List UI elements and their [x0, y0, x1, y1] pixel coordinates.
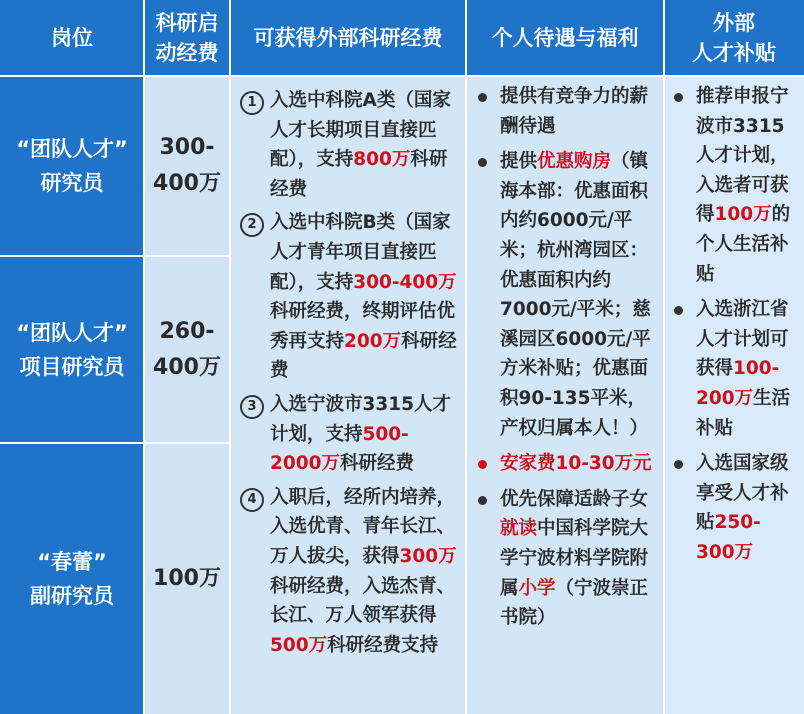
body-text: 科研经费，入选杰青、长江、万人领军获得 [270, 575, 456, 627]
startup-fund-value: 260- [159, 318, 215, 344]
body-text: 提供 [500, 151, 538, 173]
benefit-text [500, 485, 656, 633]
highlight-text: 安家费10-30万元 [500, 453, 652, 475]
position-label: “团队人才” [16, 320, 128, 345]
external-fund-item [240, 86, 458, 204]
row-divider [0, 442, 230, 444]
benefit-item [478, 485, 656, 633]
startup-fund-value: 400万 [153, 171, 221, 196]
benefit-item [478, 449, 656, 479]
subsidy-cell [664, 76, 804, 714]
external-fund-text [270, 483, 458, 661]
bullet-icon [674, 306, 683, 315]
header-startup-fund-line1: 科研启 [155, 11, 219, 35]
subsidy-text [696, 295, 798, 443]
circled-number-icon: 2 [240, 213, 264, 237]
startup-fund-cell-1 [144, 76, 230, 256]
body-text: 推荐申报宁波市3315人才计划，入选者可获得 [696, 86, 789, 226]
column-divider [663, 0, 665, 714]
highlight-text: 就读 [500, 518, 538, 540]
body-text: 科研经费支持 [327, 634, 439, 656]
column-divider [143, 0, 145, 714]
highlight-text: 200万 [344, 330, 402, 352]
bullet-icon [478, 158, 487, 167]
body-text: 科研经费 [340, 453, 415, 475]
header-startup-fund [144, 0, 230, 76]
body-text: （宁波崇正书院） [500, 577, 649, 629]
external-funds-cell [230, 76, 466, 714]
startup-fund-value: 400万 [153, 354, 221, 380]
body-text: 的个人生活补贴 [696, 204, 791, 285]
benefit-item [478, 82, 656, 141]
body-text: 提供有竞争力的薪酬待遇 [500, 86, 649, 137]
bullet-icon [674, 93, 683, 102]
external-fund-text [270, 208, 458, 386]
circled-number-icon: 4 [240, 488, 264, 512]
startup-fund-value: 100万 [153, 565, 221, 591]
highlight-text: 300-400万 [353, 271, 457, 293]
position-cell-2 [0, 256, 144, 443]
benefit-text [500, 449, 656, 479]
body-text: 入职后，经所内培养，入选优青、青年长江、万人拔尖，获得 [270, 486, 456, 567]
position-cell-3 [0, 443, 144, 714]
body-text: 入选国家级享受人才补贴 [696, 453, 789, 534]
body-text: 入选宁波市3315人才计划，支持 [270, 393, 451, 445]
bullet-icon [478, 460, 487, 469]
position-label: 项目研究员 [19, 354, 125, 379]
subsidy-text [696, 449, 798, 567]
body-text: 入选浙江省人才计划可获得 [696, 299, 789, 380]
highlight-text: 100万 [714, 204, 772, 226]
startup-fund-value: 300- [159, 135, 215, 160]
highlight-text: 100-200万 [696, 358, 780, 409]
external-fund-text [270, 390, 458, 479]
body-text: 中国科学院大学宁波材料学院附属 [500, 518, 649, 599]
bullet-icon [478, 93, 487, 102]
benefit-text [500, 82, 656, 141]
highlight-text: 优惠购房 [537, 151, 612, 173]
body-text: 优先保障适龄子女 [500, 488, 649, 510]
header-subsidy-line2: 人才补贴 [692, 41, 776, 65]
row-divider [0, 255, 230, 257]
startup-fund-cell-2 [144, 256, 230, 443]
circled-number-icon: 1 [240, 91, 264, 115]
benefit-item [478, 147, 656, 443]
header-position [0, 0, 144, 76]
header-startup-fund-line2: 动经费 [155, 41, 219, 65]
highlight-text: 小学 [518, 577, 556, 599]
position-label: “团队人才” [16, 137, 128, 161]
highlight-text: 250-300万 [696, 512, 761, 563]
body-text: 入选中科院A类（国家人才长期项目直接匹配），支持 [270, 90, 451, 171]
header-subsidy-line1: 外部 [713, 11, 755, 35]
subsidy-item [674, 82, 798, 289]
header-external-fund [230, 0, 466, 76]
external-fund-item [240, 208, 458, 386]
body-text: （镇海本部：优惠面积内约6000元/平米；杭州湾园区：优惠面积内约7000元/平米；慈溪园区6000元/平方米补贴；优惠面积90-135平米，产权归属本人！） [500, 151, 651, 439]
highlight-text: 500-2000万 [270, 423, 409, 475]
highlight-text: 500万 [270, 634, 328, 656]
subsidy-item [674, 449, 798, 567]
circled-number-icon: 3 [240, 395, 264, 419]
row-divider [0, 75, 804, 77]
external-fund-item [240, 483, 458, 661]
position-cell-1 [0, 76, 144, 256]
position-label: 副研究员 [30, 583, 114, 608]
column-divider [465, 0, 467, 714]
body-text: 生活补贴 [696, 387, 791, 439]
column-divider [229, 0, 231, 714]
body-text: 入选中科院B类（国家人才青年项目直接匹配），支持 [270, 212, 451, 293]
position-label: 研究员 [40, 171, 104, 195]
highlight-text: 800万 [353, 149, 411, 171]
external-fund-item [240, 390, 458, 479]
header-subsidy [664, 0, 804, 76]
external-fund-text [270, 86, 458, 204]
subsidy-item [674, 295, 798, 443]
highlight-text: 300万 [399, 545, 457, 567]
header-position-label: 岗位 [51, 26, 93, 50]
benefits-cell [466, 76, 664, 714]
startup-fund-cell-3 [144, 443, 230, 714]
header-benefits-label: 个人待遇与福利 [491, 26, 639, 50]
position-label: “春蕾” [37, 549, 107, 574]
bullet-icon [478, 496, 487, 505]
body-text: 科研经费 [270, 330, 457, 382]
benefit-text [500, 147, 656, 443]
bullet-icon [674, 460, 683, 469]
header-benefits [466, 0, 664, 76]
subsidy-text [696, 82, 798, 289]
body-text: 科研经费 [270, 149, 448, 200]
body-text: 科研经费，终期评估优秀再支持 [270, 301, 456, 352]
header-external-fund-label: 可获得外部科研经费 [253, 26, 443, 50]
